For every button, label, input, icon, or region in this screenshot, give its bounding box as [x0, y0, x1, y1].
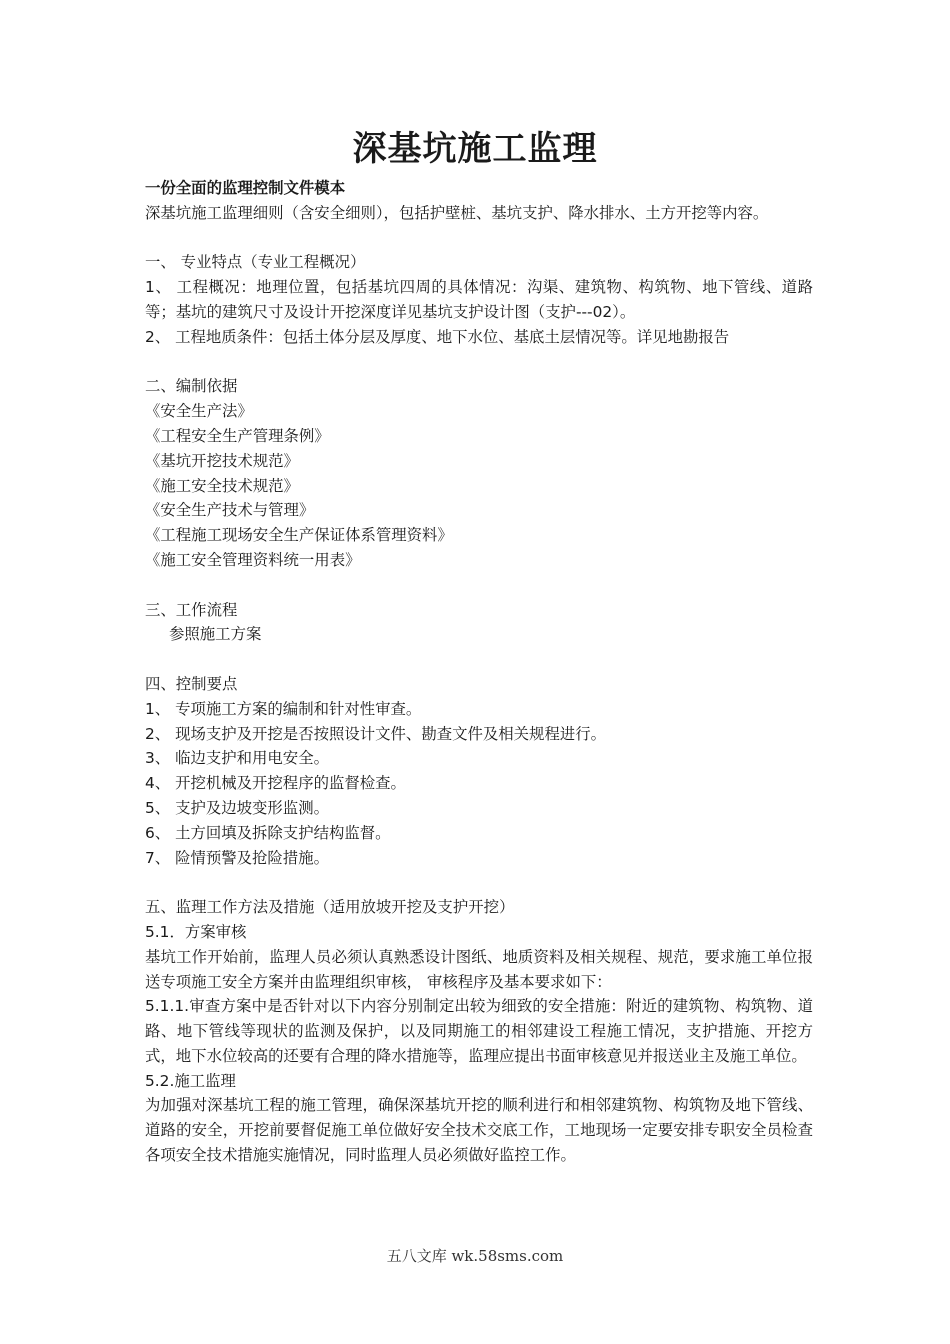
section5-heading: 五、监理工作方法及措施（适用放坡开挖及支护开挖）: [145, 898, 515, 917]
reference-item: 《施工安全技术规范》: [145, 476, 299, 495]
reference-item: 《安全生产技术与管理》: [145, 501, 315, 520]
subsection-5-2-heading: 5.2.施工监理: [145, 1071, 236, 1090]
spacer: [145, 647, 813, 672]
reference-item: 《施工安全管理资料统一用表》: [145, 550, 361, 569]
control-point-item: 4、 开挖机械及开挖程序的监督检查。: [145, 774, 406, 793]
intro-paragraph: 深基坑施工监理细则（含安全细则），包括护壁桩、基坑支护、降水排水、土方开挖等内容。: [145, 203, 769, 222]
subsection-5-1-1-text: 5.1.1.审查方案中是否针对以下内容分别制定出较为细致的安全措施：附近的建筑物、构筑物、道路、地下管线等现状的监测及保护，以及同期施工的相邻建设工程施工情况，支护措施、开挖方式，地下水位较高的还要有合理的降水措施等，监理应提出书面审核意见并报送业主及施工单位。: [145, 997, 813, 1065]
reference-item: 《工程施工现场安全生产保证体系管理资料》: [145, 526, 453, 545]
subsection-5-2-text: 为加强对深基坑工程的施工管理，确保深基坑开挖的顺利进行和相邻建筑物、构筑物及地下管线、道路的安全，开挖前要督促施工单位做好安全技术交底工作，工地现场一定要安排专职安全员检查各项安全技术措施实施情况，同时监理人员必须做好监控工作。: [145, 1096, 813, 1165]
footer-watermark: 五八文库 wk.58sms.com: [386, 1247, 564, 1265]
section3-text: 参照施工方案: [169, 625, 262, 644]
section1-heading: 一、 专业特点（专业工程概况）: [145, 253, 366, 272]
control-point-item: 5、 支护及边坡变形监测。: [145, 798, 329, 817]
page-title: 深基坑施工监理: [352, 129, 598, 169]
spacer: [145, 573, 813, 598]
document-body: [145, 176, 813, 1168]
spacer: [145, 870, 813, 895]
reference-item: 《安全生产法》: [145, 402, 253, 421]
control-point-item: 2、 现场支护及开挖是否按照设计文件、勘查文件及相关规程进行。: [145, 724, 607, 743]
subsection-5-1-heading: 5.1．方案审核: [145, 922, 247, 941]
subsection-5-1-text: 基坑工作开始前，监理人员必须认真熟悉设计图纸、地质资料及相关规程、规范，要求施工单位报送专项施工安全方案并由监理组织审核， 审核程序及基本要求如下：: [145, 947, 813, 991]
document-subtitle: 一份全面的监理控制文件模本: [145, 179, 346, 197]
section2-heading: 二、编制依据: [145, 377, 238, 396]
section4-heading: 四、控制要点: [145, 674, 238, 693]
control-point-item: 7、 险情预警及抢险措施。: [145, 848, 329, 867]
section1-item: 2、 工程地质条件：包括土体分层及厚度、地下水位、基底土层情况等。详见地勘报告: [145, 327, 730, 346]
control-point-item: 3、 临边支护和用电安全。: [145, 749, 329, 768]
control-point-item: 1、 专项施工方案的编制和针对性审查。: [145, 699, 422, 718]
reference-item: 《基坑开挖技术规范》: [145, 451, 299, 470]
spacer: [145, 350, 813, 375]
spacer: [145, 226, 813, 251]
reference-item: 《工程安全生产管理条例》: [145, 426, 330, 445]
section1-item: 1、 工程概况：地理位置，包括基坑四周的具体情况：沟渠、建筑物、构筑物、地下管线、道路等；基坑的建筑尺寸及设计开挖深度详见基坑支护设计图（支护---02）。: [145, 278, 813, 321]
section3-heading: 三、工作流程: [145, 600, 238, 619]
control-point-item: 6、 土方回填及拆除支护结构监督。: [145, 823, 391, 842]
